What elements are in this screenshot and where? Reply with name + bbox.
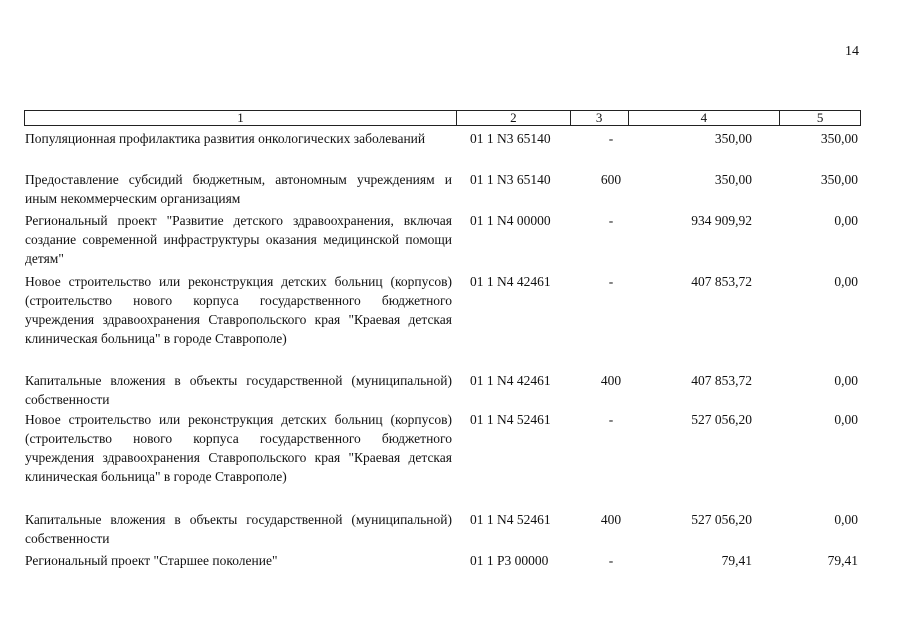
row-amount-2: 0,00: [834, 373, 858, 388]
row-amount-1: 934 909,92: [691, 213, 752, 228]
row-expense-type: 400: [600, 512, 622, 527]
row-code: 01 1 N4 00000: [470, 213, 551, 228]
row-amount-1: 527 056,20: [691, 412, 752, 427]
row-amount-2: 350,00: [820, 172, 858, 187]
row-name: Региональный проект "Старшее поколение": [25, 553, 278, 568]
row-code: 01 1 N4 52461: [470, 412, 551, 427]
row-amount-2: 0,00: [834, 213, 858, 228]
row-amount-1: 407 853,72: [691, 274, 752, 289]
row-expense-type: -: [608, 412, 614, 427]
header-col-1: 1: [237, 110, 244, 125]
row-expense-type: -: [608, 131, 614, 146]
row-code: 01 1 N4 52461: [470, 512, 551, 527]
header-col-3: 3: [570, 111, 628, 125]
row-amount-2: 0,00: [834, 512, 858, 527]
row-amount-1: 407 853,72: [691, 373, 752, 388]
row-name: Предоставление субсидий бюджетным, автономным учреждениям и иным некоммерческим организациям: [25, 172, 452, 206]
row-expense-type: -: [608, 274, 614, 289]
row-expense-type: -: [608, 553, 614, 568]
row-amount-2: 79,41: [827, 553, 858, 568]
row-code: 01 1 N3 65140: [470, 131, 551, 146]
row-expense-type: 400: [600, 373, 622, 388]
row-amount-2: 0,00: [834, 274, 858, 289]
row-name: Капитальные вложения в объекты государственной (муниципальной) собственности: [25, 373, 452, 407]
row-name: Новое строительство или реконструкция детских больниц (корпусов) (строительство нового корпуса государственного бюджетного учреждения здравоохранения Ставропольского края "Краевая детская клиническая больница" в городе Ставрополе): [25, 412, 452, 484]
row-amount-1: 527 056,20: [691, 512, 752, 527]
header-col-5: 5: [779, 111, 860, 125]
row-code: 01 1 N4 42461: [470, 274, 551, 289]
row-code: 01 1 N4 42461: [470, 373, 551, 388]
row-expense-type: -: [608, 213, 614, 228]
table-header: [24, 110, 861, 126]
row-amount-2: 350,00: [820, 131, 858, 146]
row-name: Капитальные вложения в объекты государственной (муниципальной) собственности: [25, 512, 452, 546]
row-code: 01 1 P3 00000: [470, 553, 549, 568]
row-expense-type: 600: [600, 172, 622, 187]
row-code: 01 1 N3 65140: [470, 172, 551, 187]
row-amount-1: 350,00: [714, 131, 752, 146]
row-name: Региональный проект "Развитие детского здравоохранения, включая создание современной инфраструктуры оказания медицинской помощи детям": [25, 213, 452, 266]
row-amount-2: 0,00: [834, 412, 858, 427]
row-name: Популяционная профилактика развития онкологических заболеваний: [25, 131, 426, 146]
row-amount-1: 350,00: [714, 172, 752, 187]
header-col-4: 4: [628, 111, 780, 125]
row-amount-1: 79,41: [721, 553, 752, 568]
page-number: 14: [845, 44, 859, 59]
header-col-2: 2: [456, 111, 570, 125]
row-name: Новое строительство или реконструкция детских больниц (корпусов) (строительство нового корпуса государственного бюджетного учреждения здравоохранения Ставропольского края "Краевая детская клиническая больница" в городе Ставрополе): [25, 274, 452, 346]
